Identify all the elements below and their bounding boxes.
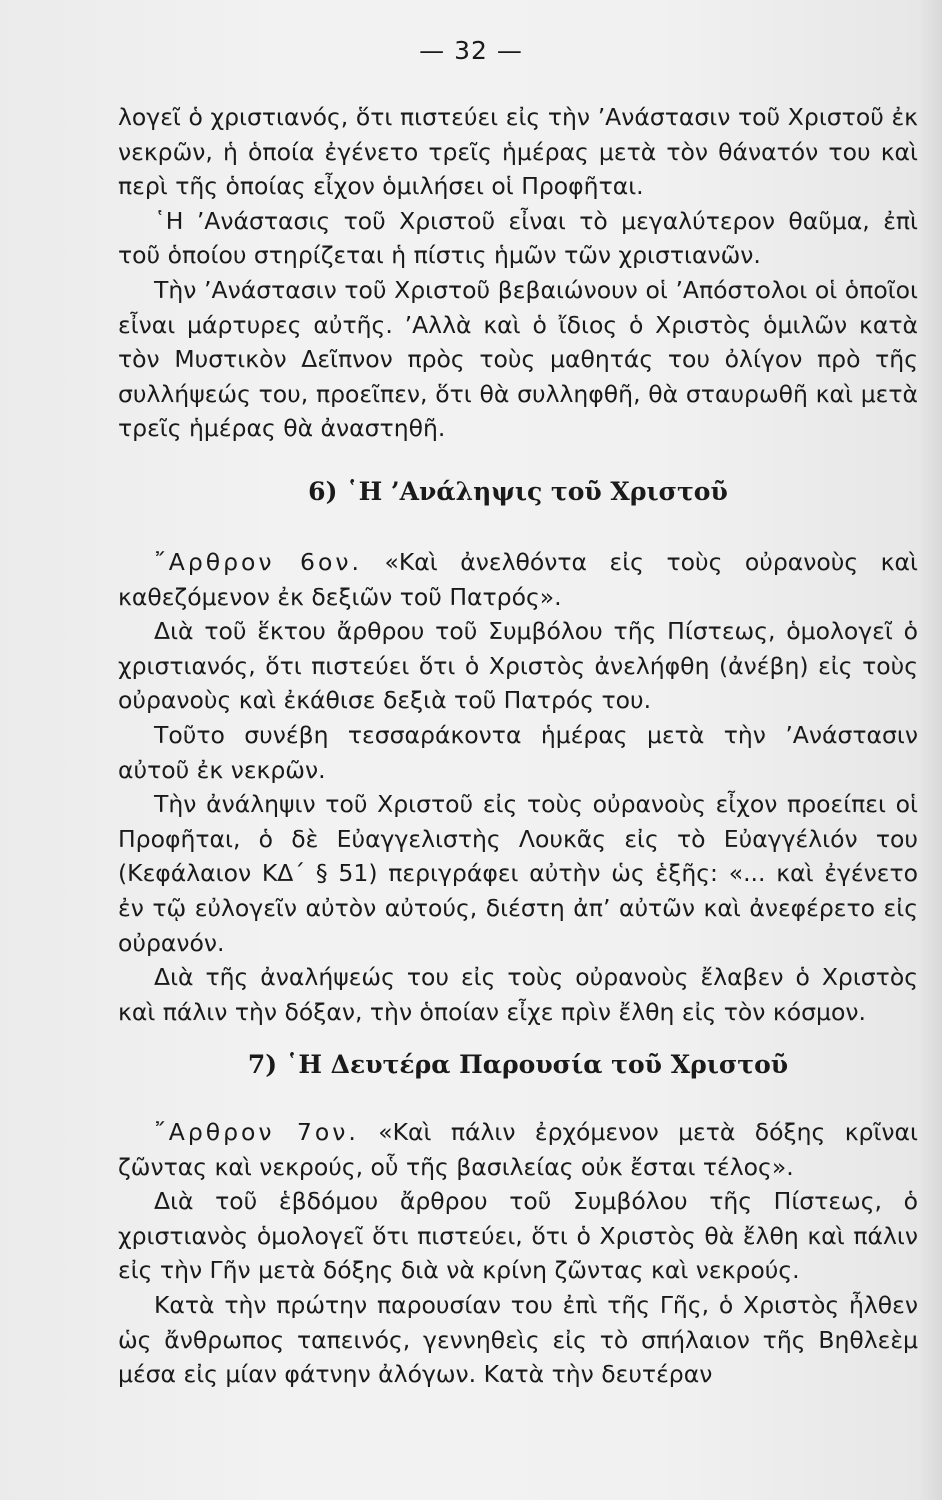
paragraph: Τοῦτο συνέβη τεσσαράκοντα ἡμέρας μετὰ τὴν ’Ανάστασιν αὐτοῦ ἐκ νεκρῶν. bbox=[118, 720, 918, 784]
paragraph: Κατὰ τὴν πρώτην παρουσίαν του ἐπὶ τῆς Γῆς, ὁ Χριστὸς ἦλθεν ὡς ἄνθρωπος ταπεινός, γεννηθεὶς εἰς τὸ σπήλαιον τῆς Βηθλεὲμ μέσα εἰς μίαν φάτνην ἀλόγων. Κατὰ τὴν δευτέραν bbox=[118, 1290, 918, 1389]
section-heading: 6) ῾Η ’Ανάληψις τοῦ Χριστοῦ bbox=[308, 477, 728, 506]
paragraph: ῾Η ’Ανάστασις τοῦ Χριστοῦ εἶναι τὸ μεγαλύτερον θαῦμα, ἐπὶ τοῦ ὁποίου στηρίζεται ἡ πίστις ἡμῶν τῶν χριστιανῶν. bbox=[118, 206, 918, 270]
section-ascension bbox=[118, 545, 918, 1029]
article-label: ῎Αρθρον 6ον. bbox=[154, 548, 362, 576]
section-second-coming bbox=[118, 1115, 918, 1392]
intro-section bbox=[118, 100, 918, 446]
article-label: ῎Αρθρον 7ον. bbox=[154, 1118, 359, 1146]
section-heading: 7) ῾Η Δευτέρα Παρουσία τοῦ Χριστοῦ bbox=[247, 1050, 789, 1079]
paragraph: Διὰ τοῦ ἕκτου ἄρθρου τοῦ Συμβόλου τῆς Πίστεως, ὁμολογεῖ ὁ χριστιανός, ὅτι πιστεύει ὅτι ὁ Χριστὸς ἀνελήφθη (ἀνέβη) εἰς τοὺς οὐρανοὺς καὶ ἐκάθισε δεξιὰ τοῦ Πατρός του. bbox=[118, 617, 918, 715]
article-paragraph bbox=[118, 1115, 918, 1184]
paragraph: Διὰ τοῦ ἑβδόμου ἄρθρου τοῦ Συμβόλου τῆς Πίστεως, ὁ χριστιανὸς ὁμολογεῖ ὅτι πιστεύει, ὅτι ὁ Χριστὸς θὰ ἔλθη καὶ πάλιν εἰς τὴν Γῆν μετὰ δόξης διὰ νὰ κρίνη ζῶντας καὶ νεκρούς. bbox=[118, 1187, 918, 1285]
page-number: — 32 — bbox=[419, 36, 523, 65]
article-quote: «Καὶ ἀνελθόντα εἰς τοὺς οὐρανοὺς καὶ καθεζόμενον ἐκ δεξιῶν τοῦ Πατρός». bbox=[118, 548, 918, 611]
paragraph: λογεῖ ὁ χριστιανός, ὅτι πιστεύει εἰς τὴν ’Ανάστασιν τοῦ Χριστοῦ ἐκ νεκρῶν, ἡ ὁποία ἐγένετο τρεῖς ἡμέρας μετὰ τὸν θάνατόν του καὶ περὶ τῆς ὁποίας εἶχον ὁμιλήσει οἱ Προφῆται. bbox=[118, 103, 918, 201]
article-paragraph bbox=[118, 545, 918, 614]
page-edge-shadow bbox=[918, 0, 942, 1500]
article-quote: «Καὶ πάλιν ἐρχόμενον μετὰ δόξης κρῖναι ζῶντας καὶ νεκρούς, οὗ τῆς βασιλείας οὐκ ἔσται τέλος». bbox=[118, 1118, 918, 1181]
paragraph: Τὴν ’Ανάστασιν τοῦ Χριστοῦ βεβαιώνουν οἱ ’Απόστολοι οἱ ὁποῖοι εἶναι μάρτυρες αὐτῆς. ’Αλλὰ καὶ ὁ ἴδιος ὁ Χριστὸς ὁμιλῶν κατὰ τὸν Μυστικὸν Δεῖπνον πρὸς τοὺς μαθητάς του ὀλίγον πρὸ τῆς συλλήψεώς του, προεῖπεν, ὅτι θὰ συλληφθῆ, θὰ σταυρωθῆ καὶ μετὰ τρεῖς ἡμέρας θὰ ἀναστηθῆ. bbox=[118, 275, 918, 443]
paragraph: Διὰ τῆς ἀναλήψεώς του εἰς τοὺς οὐρανοὺς ἔλαβεν ὁ Χριστὸς καὶ πάλιν τὴν δόξαν, τὴν ὁποίαν εἶχε πρὶν ἔλθη εἰς τὸν κόσμον. bbox=[118, 963, 918, 1026]
paragraph: Τὴν ἀνάληψιν τοῦ Χριστοῦ εἰς τοὺς οὐρανοὺς εἶχον προείπει οἱ Προφῆται, ὁ δὲ Εὐαγγελιστὴς Λουκᾶς εἰς τὸ Εὐαγγέλιόν του (Κεφάλαιον ΚΔ΄ § 51) περιγράφει αὐτὴν ὡς ἑξῆς: «... καὶ ἐγένετο ἐν τῷ εὐλογεῖν αὐτὸν αὐτούς, διέστη ἀπ’ αὐτῶν καὶ ἀνεφέρετο εἰς οὐρανόν. bbox=[118, 790, 918, 957]
